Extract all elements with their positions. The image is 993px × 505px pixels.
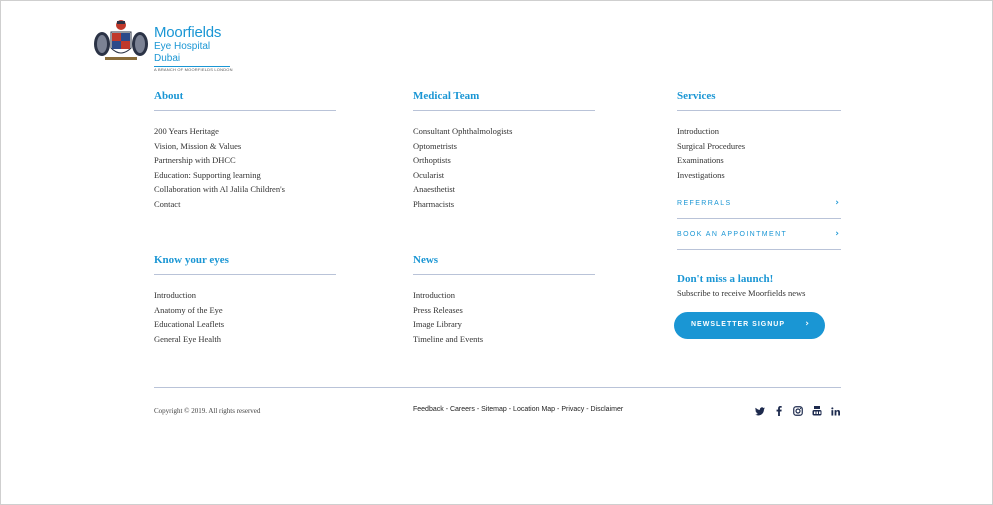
disclaimer-link[interactable]: Disclaimer [590, 406, 624, 413]
crest-icon [93, 18, 149, 62]
instagram-icon[interactable] [792, 406, 803, 417]
link-anatomy[interactable]: Anatomy of the Eye [154, 304, 223, 315]
sitemap-link[interactable]: Sitemap [481, 406, 507, 413]
feedback-link[interactable]: Feedback [413, 406, 444, 413]
link-partnership[interactable]: Partnership with DHCC [154, 155, 236, 166]
newsletter-signup-button[interactable] [674, 312, 825, 339]
launch-title: Don't miss a launch! [677, 273, 774, 285]
link-separator: - [584, 406, 591, 413]
column-title-about[interactable]: About [154, 90, 184, 102]
chevron-right-icon: › [835, 229, 839, 239]
link-contact[interactable]: Contact [154, 198, 181, 209]
careers-link[interactable]: Careers [449, 406, 475, 413]
column-divider [677, 110, 841, 111]
column-divider [413, 274, 595, 275]
news-column [413, 253, 595, 346]
link-anaesthetist[interactable]: Anaesthetist [413, 184, 456, 195]
logo-subtitle: Eye Hospital Dubai [154, 41, 230, 67]
services-column [677, 89, 841, 182]
footer-divider [154, 387, 841, 388]
copyright: Copyright © 2019. All rights reserved [154, 407, 261, 415]
link-consultants[interactable]: Consultant Ophthalmologists [413, 126, 513, 136]
link-collaboration[interactable]: Collaboration with Al Jalila Children's [154, 184, 285, 195]
link-separator: - [555, 406, 562, 413]
linkedin-icon[interactable] [830, 406, 841, 417]
facebook-icon[interactable] [773, 406, 784, 417]
youtube-icon[interactable] [811, 406, 822, 417]
link-timeline[interactable]: Timeline and Events [413, 333, 484, 344]
column-title-news[interactable]: News [413, 254, 439, 266]
column-title-services[interactable]: Services [677, 90, 716, 102]
link-separator: - [506, 406, 514, 413]
link-news-introduction[interactable]: Introduction [413, 290, 456, 300]
chevron-right-icon: › [805, 319, 809, 329]
social-links [754, 405, 841, 417]
link-eye-health[interactable]: General Eye Health [154, 333, 222, 344]
link-vision[interactable]: Vision, Mission & Values [154, 140, 242, 151]
link-separator: - [474, 406, 482, 413]
link-pharmacists[interactable]: Pharmacists [413, 198, 455, 209]
medical-team-column [413, 89, 595, 212]
link-investigations[interactable]: Investigations [677, 169, 725, 180]
column-title-know-your-eyes[interactable]: Know your eyes [154, 254, 229, 266]
link-press-releases[interactable]: Press Releases [413, 304, 463, 315]
location-map-link[interactable]: Location Map [513, 406, 556, 413]
news-links [413, 288, 595, 346]
link-separator: - [443, 406, 450, 413]
link-optometrists[interactable]: Optometrists [413, 140, 457, 151]
column-divider [154, 274, 336, 275]
link-education[interactable]: Education: Supporting learning [154, 169, 261, 180]
logo-branch: A BRANCH OF MOORFIELDS LONDON [154, 67, 233, 72]
privacy-link[interactable]: Privacy [561, 406, 585, 413]
link-services-introduction[interactable]: Introduction [677, 126, 720, 136]
link-surgical-procedures[interactable]: Surgical Procedures [677, 140, 746, 151]
chevron-right-icon: › [835, 198, 839, 208]
about-links [154, 124, 336, 212]
link-image-library[interactable]: Image Library [413, 319, 462, 330]
link-eyes-introduction[interactable]: Introduction [154, 290, 197, 300]
link-ocularist[interactable]: Ocularist [413, 169, 445, 180]
link-leaflets[interactable]: Educational Leaflets [154, 319, 225, 330]
launch-subtitle: Subscribe to receive Moorfields news [677, 288, 806, 298]
column-title-medical-team[interactable]: Medical Team [413, 90, 480, 102]
book-appointment-link[interactable] [677, 219, 841, 250]
twitter-icon[interactable] [754, 406, 765, 417]
column-divider [154, 110, 336, 111]
book-appointment-label[interactable]: BOOK AN APPOINTMENT [677, 231, 788, 238]
medical-team-links [413, 124, 595, 212]
link-examinations[interactable]: Examinations [677, 155, 724, 166]
know-your-eyes-links [154, 288, 336, 346]
know-your-eyes-column [154, 253, 336, 346]
link-heritage[interactable]: 200 Years Heritage [154, 126, 219, 136]
services-links [677, 124, 841, 182]
column-divider [413, 110, 595, 111]
newsletter-signup-label: NEWSLETTER SIGNUP [691, 321, 786, 328]
referrals-label[interactable]: REFERRALS [677, 200, 732, 207]
referrals-link[interactable] [677, 188, 841, 219]
logo[interactable] [93, 18, 233, 72]
legal-links [413, 406, 623, 413]
logo-title: Moorfields [154, 24, 222, 41]
link-orthoptists[interactable]: Orthoptists [413, 155, 451, 166]
about-column [154, 89, 336, 212]
